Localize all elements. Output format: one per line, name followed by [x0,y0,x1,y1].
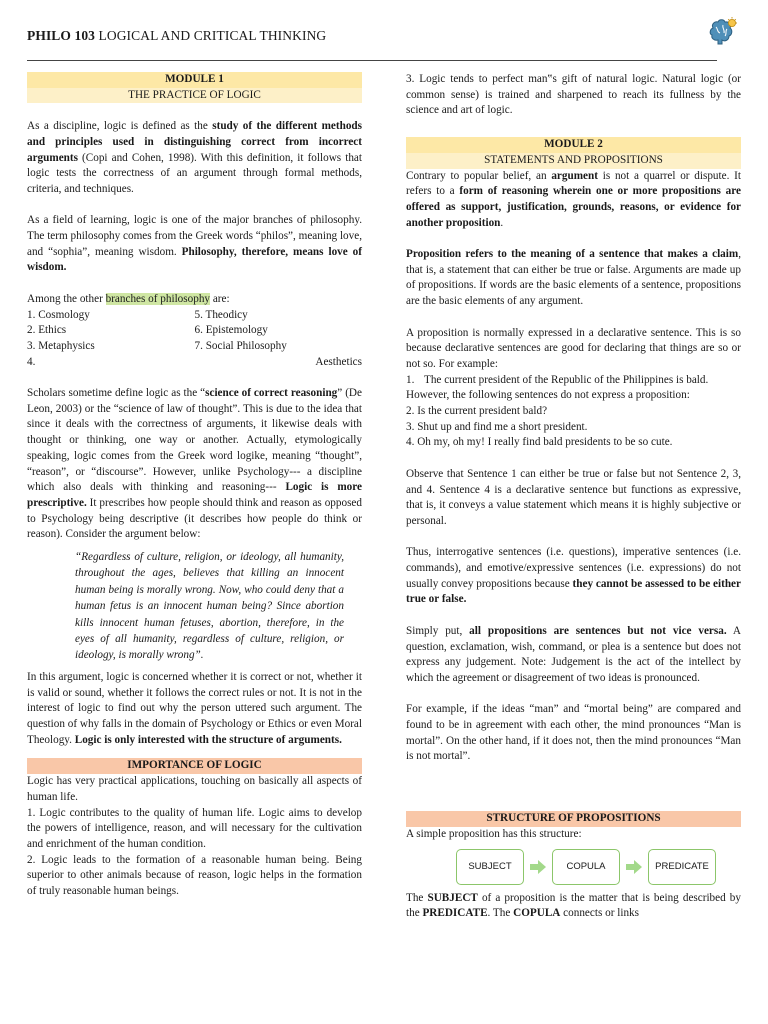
example-sentence-4: 4. Oh my, oh my! I really find bald presidents to be so cute. [406,436,673,449]
paragraph-proposition-definition: Proposition refers to the meaning of a sentence that makes a claim, that is, a statement that can either be true or false. Arguments are made up of propositions. If words are the basic elements of a sentence, propositions are the basic elements of any argument. [406,248,741,308]
course-code: PHILO 103 [27,28,96,43]
example-sentence-2: 2. Is the current president bald? [406,405,548,418]
module1-title: THE PRACTICE OF LOGIC [27,88,362,104]
brain-lightbulb-icon [705,16,739,50]
course-title: LOGICAL AND CRITICAL THINKING [98,28,327,43]
importance-heading: IMPORTANCE OF LOGIC [27,758,362,774]
paragraph-non-propositions: However, the following sentences do not express a proposition: [406,389,690,402]
paragraph-simply-put: Simply put, all propositions are sentences but not vice versa. A question, exclamation, wish, command, or plea is a sentence but does not express any judgement. Note: Judgement is the act of the intellect by which the agreement or disagreement of two ideas is pronounced. [406,624,741,684]
subject-box: SUBJECT [456,849,524,885]
module1-label: MODULE 1 [27,72,362,88]
paragraph-declarative: A proposition is normally expressed in a declarative sentence. This is so because declarative sentences are good for declaring that things are so or not so. For example: [406,326,741,370]
branches-list-row: 3. Metaphysics 7. Social Philosophy [27,339,287,352]
highlighted-phrase: branches of philosophy [105,292,211,305]
paragraph-branches-intro: Among the other branches of philosophy are: [27,292,230,305]
header-title [27,28,326,44]
paragraph-subject-predicate: The SUBJECT of a proposition is the matter that is being described by the PREDICATE. The COPULA connects or links [406,891,741,920]
paragraph-structure-intro: A simple proposition has this structure: [406,827,582,840]
paragraph-argument-structure: In this argument, logic is concerned whether it is correct or not, whether it is valid or sound, whether it follows the correct rules or not. It is not in the interest of logic to find out why the person uttered such argument. The question of why falls in the domain of Psychology or Ethics or even Moral Theology. Logic is only interested with the structure of arguments. [27,670,362,746]
module1-heading [27,72,362,103]
page-header [27,26,743,62]
module2-heading [406,137,741,168]
paragraph-importance-intro: Logic has very practical applications, touching on basically all aspects of human life. [27,775,362,803]
branches-list-row: 4. Aesthetics [27,355,362,368]
paragraph-argument-definition: Contrary to popular belief, an argument is not a quarrel or dispute. It refers to a form of reasoning wherein one or more propositions are offered as support, justification, grounds, reasons, or evidence for another proposition. [406,169,742,229]
structure-heading: STRUCTURE OF PROPOSITIONS [406,811,741,827]
paragraph-observe: Observe that Sentence 1 can either be true or false but not Sentence 2, 3, and 4. Sentence 4 is a declarative sentence but functions as expressive, that is, it conveys a value statement which means it is highly subjective or personal. [406,467,741,527]
example-sentence-3: 3. Shut up and find me a short president. [406,420,588,433]
paragraph-importance-2: 2. Logic leads to the formation of a reasonable human being. Being superior to other animals because of reason, logic helps in the formation of truly reasonable human beings. [27,853,362,898]
branches-list-row: 2. Ethics 6. Epistemology [27,324,268,337]
header-rule [27,60,717,61]
left-column [27,72,362,900]
predicate-box: PREDICATE [648,849,716,885]
paragraph-science-of-reasoning: Scholars sometime define logic as the “science of correct reasoning” (De Leon, 2003) or the “science of law of thought”. This is due to the idea that since it deals with the correctness of arguments, it likewise deals with thought or thinking, one way or another. Actually, etymologically speaking, logic comes from the Greek word logike, meaning “thought”, “reason”, or “discourse”. However, unlike Psychology--- a discipline which also deals with thinking and reasoning--- Logic is more prescriptive. It prescribes how people should think and reason as opposed to Psychology being descriptive (it describes how people do think or reason). Consider the argument below: [27,387,363,541]
module2-title: STATEMENTS AND PROPOSITIONS [406,153,741,169]
proposition-structure-diagram [456,849,741,885]
copula-box: COPULA [552,849,620,885]
paragraph-sentence-types: Thus, interrogative sentences (i.e. questions), imperative sentences (i.e. commands), and emotive/expressive sentences (i.e. expressions) do not usually convey propositions because they cannot be assessed to be either true or false. [406,546,741,606]
argument-quote: “Regardless of culture, religion, or ideology, all humanity, throughout the ages, believes that killing an innocent human being is morally wrong. Now, who could deny that a human fetus is an innocent human being? Since abortion kills innocent human fetuses, abortion, therefore, in the eyes of all humanity, regardless of culture, religion, or ideology, is morally wrong”. [75,551,344,662]
paragraph-logic-definition: As a discipline, logic is defined as the study of the different methods and principles used in distinguishing correct from incorrect arguments (Copi and Cohen, 1998). With this definition, it follows that logic tests the correctness of an argument through formal methods, criteria, and techniques. [27,120,362,195]
module2-label: MODULE 2 [406,137,741,153]
branches-list-row: 1. Cosmology 5. Theodicy [27,308,248,321]
paragraph-philosophy: As a field of learning, logic is one of the major branches of philosophy. The term philosophy comes from the Greek words “philos”, meaning love, and “sophia”, meaning wisdom. Philosophy, therefore, means love of wisdom. [27,214,362,274]
example-sentence-1: 1. The current president of the Republic of the Philippines is bald. [406,373,709,386]
arrow-right-icon [528,857,548,877]
paragraph-judgement-example: For example, if the ideas “man” and “mortal being” are compared and found to be in agreement with each other, the mind pronounces “Man is mortal”. On the other hand, if it does not, then the mind pronounces “Man is not mortal”. [406,703,741,763]
right-column [406,72,741,922]
paragraph-importance-3: 3. Logic tends to perfect man‟s gift of natural logic. Natural logic (or common sense) is trained and sharpened to reach its fullness by the science and art of logic. [406,73,741,117]
paragraph-importance-1: 1. Logic contributes to the quality of human life. Logic aims to develop the powers of intelligence, reason, and will necessary for the cultivation and enrichment of the human condition. [27,806,362,850]
arrow-right-icon [624,857,644,877]
